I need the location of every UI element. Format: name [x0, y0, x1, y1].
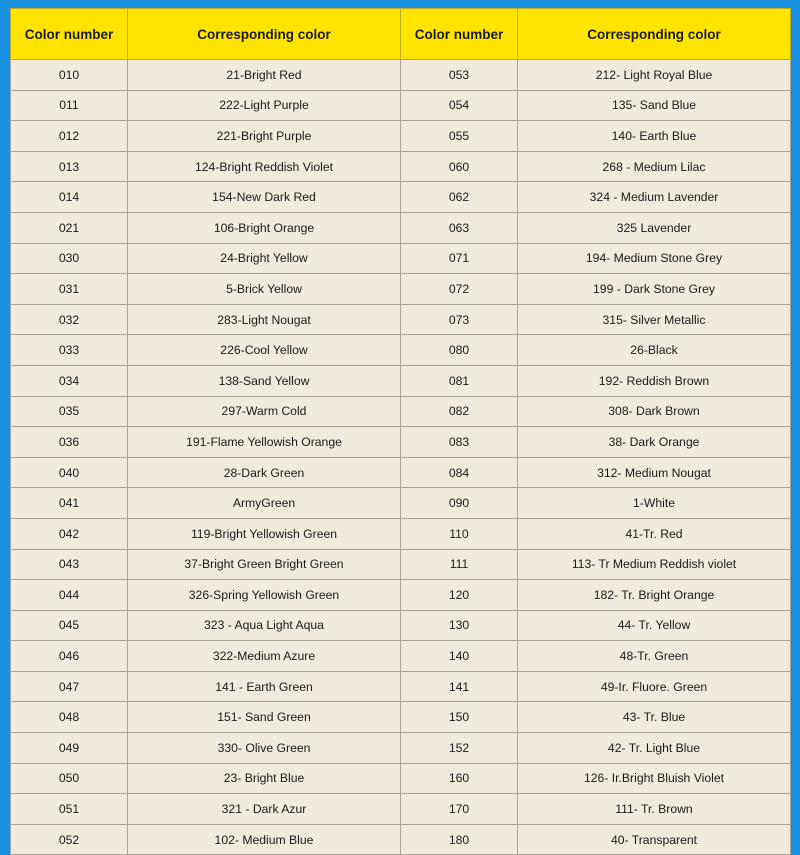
cell-color-number-left: 036 — [11, 427, 128, 458]
cell-color-number-right: 140 — [401, 641, 518, 672]
cell-color-number-right: 130 — [401, 610, 518, 641]
cell-color-name-left: 321 - Dark Azur — [128, 794, 401, 825]
cell-color-number-left: 030 — [11, 243, 128, 274]
table-row — [11, 90, 791, 121]
table-row — [11, 671, 791, 702]
cell-color-number-right: 111 — [401, 549, 518, 580]
cell-color-number-left: 046 — [11, 641, 128, 672]
cell-color-name-right: 44- Tr. Yellow — [518, 610, 791, 641]
cell-color-name-left: 283-Light Nougat — [128, 304, 401, 335]
cell-color-number-left: 031 — [11, 274, 128, 305]
cell-color-name-left: 326-Spring Yellowish Green — [128, 580, 401, 611]
cell-color-name-left: 106-Bright Orange — [128, 212, 401, 243]
cell-color-name-left: 124-Bright Reddish Violet — [128, 151, 401, 182]
table-row — [11, 151, 791, 182]
cell-color-number-left: 010 — [11, 60, 128, 91]
table-row — [11, 182, 791, 213]
cell-color-name-left: 21-Bright Red — [128, 60, 401, 91]
cell-color-name-left: 222-Light Purple — [128, 90, 401, 121]
cell-color-name-right: 113- Tr Medium Reddish violet — [518, 549, 791, 580]
cell-color-number-right: 071 — [401, 243, 518, 274]
cell-color-number-left: 043 — [11, 549, 128, 580]
table-row — [11, 60, 791, 91]
cell-color-number-left: 040 — [11, 457, 128, 488]
cell-color-name-right: 192- Reddish Brown — [518, 365, 791, 396]
cell-color-number-right: 141 — [401, 671, 518, 702]
cell-color-number-right: 170 — [401, 794, 518, 825]
cell-color-name-left: 119-Bright Yellowish Green — [128, 518, 401, 549]
cell-color-number-left: 042 — [11, 518, 128, 549]
cell-color-number-right: 082 — [401, 396, 518, 427]
table-header-row — [11, 9, 791, 60]
cell-color-name-right: 41-Tr. Red — [518, 518, 791, 549]
color-chart-container — [10, 8, 790, 855]
table-row — [11, 733, 791, 764]
cell-color-number-left: 052 — [11, 824, 128, 855]
cell-color-name-right: 49-Ir. Fluore. Green — [518, 671, 791, 702]
cell-color-name-right: 111- Tr. Brown — [518, 794, 791, 825]
cell-color-number-left: 051 — [11, 794, 128, 825]
cell-color-number-right: 054 — [401, 90, 518, 121]
cell-color-number-right: 150 — [401, 702, 518, 733]
cell-color-number-right: 053 — [401, 60, 518, 91]
cell-color-name-right: 140- Earth Blue — [518, 121, 791, 152]
cell-color-name-left: 191-Flame Yellowish Orange — [128, 427, 401, 458]
cell-color-number-left: 048 — [11, 702, 128, 733]
cell-color-number-left: 047 — [11, 671, 128, 702]
table-row — [11, 610, 791, 641]
cell-color-name-right: 194- Medium Stone Grey — [518, 243, 791, 274]
cell-color-number-right: 120 — [401, 580, 518, 611]
cell-color-name-right: 48-Tr. Green — [518, 641, 791, 672]
cell-color-name-left: 221-Bright Purple — [128, 121, 401, 152]
cell-color-number-left: 032 — [11, 304, 128, 335]
cell-color-name-left: 24-Bright Yellow — [128, 243, 401, 274]
cell-color-number-left: 013 — [11, 151, 128, 182]
cell-color-number-right: 081 — [401, 365, 518, 396]
cell-color-name-left: 5-Brick Yellow — [128, 274, 401, 305]
table-row — [11, 365, 791, 396]
cell-color-name-right: 42- Tr. Light Blue — [518, 733, 791, 764]
table-row — [11, 794, 791, 825]
cell-color-number-right: 083 — [401, 427, 518, 458]
cell-color-name-right: 315- Silver Metallic — [518, 304, 791, 335]
cell-color-number-right: 110 — [401, 518, 518, 549]
cell-color-number-right: 160 — [401, 763, 518, 794]
cell-color-name-right: 40- Transparent — [518, 824, 791, 855]
cell-color-name-left: 297-Warm Cold — [128, 396, 401, 427]
cell-color-number-left: 021 — [11, 212, 128, 243]
table-row — [11, 488, 791, 519]
table-row — [11, 396, 791, 427]
cell-color-name-left: 330- Olive Green — [128, 733, 401, 764]
table-header — [11, 9, 791, 60]
color-reference-table — [10, 8, 791, 855]
cell-color-number-right: 084 — [401, 457, 518, 488]
cell-color-name-right: 135- Sand Blue — [518, 90, 791, 121]
cell-color-number-left: 034 — [11, 365, 128, 396]
table-row — [11, 243, 791, 274]
cell-color-number-left: 035 — [11, 396, 128, 427]
cell-color-name-left: 151- Sand Green — [128, 702, 401, 733]
table-row — [11, 304, 791, 335]
table-row — [11, 457, 791, 488]
cell-color-name-right: 308- Dark Brown — [518, 396, 791, 427]
cell-color-number-right: 073 — [401, 304, 518, 335]
cell-color-name-right: 199 - Dark Stone Grey — [518, 274, 791, 305]
cell-color-name-right: 43- Tr. Blue — [518, 702, 791, 733]
cell-color-name-left: 37-Bright Green Bright Green — [128, 549, 401, 580]
cell-color-name-left: 226-Cool Yellow — [128, 335, 401, 366]
cell-color-name-right: 312- Medium Nougat — [518, 457, 791, 488]
table-row — [11, 121, 791, 152]
cell-color-number-left: 014 — [11, 182, 128, 213]
cell-color-number-right: 090 — [401, 488, 518, 519]
table-row — [11, 641, 791, 672]
cell-color-name-left: 322-Medium Azure — [128, 641, 401, 672]
cell-color-name-right: 324 - Medium Lavender — [518, 182, 791, 213]
column-header-color-number-right: Color number — [401, 9, 518, 60]
cell-color-number-left: 012 — [11, 121, 128, 152]
cell-color-name-left: 102- Medium Blue — [128, 824, 401, 855]
table-row — [11, 763, 791, 794]
cell-color-name-left: 23- Bright Blue — [128, 763, 401, 794]
table-row — [11, 518, 791, 549]
table-body — [11, 60, 791, 855]
cell-color-name-right: 182- Tr. Bright Orange — [518, 580, 791, 611]
cell-color-number-right: 180 — [401, 824, 518, 855]
table-row — [11, 549, 791, 580]
cell-color-number-right: 062 — [401, 182, 518, 213]
table-row — [11, 580, 791, 611]
cell-color-name-left: 28-Dark Green — [128, 457, 401, 488]
table-row — [11, 212, 791, 243]
cell-color-number-right: 152 — [401, 733, 518, 764]
table-row — [11, 702, 791, 733]
cell-color-number-left: 011 — [11, 90, 128, 121]
cell-color-number-right: 080 — [401, 335, 518, 366]
table-row — [11, 427, 791, 458]
cell-color-name-left: 141 - Earth Green — [128, 671, 401, 702]
cell-color-name-right: 212- Light Royal Blue — [518, 60, 791, 91]
cell-color-name-left: ArmyGreen — [128, 488, 401, 519]
cell-color-number-right: 072 — [401, 274, 518, 305]
table-row — [11, 274, 791, 305]
cell-color-name-right: 1-White — [518, 488, 791, 519]
cell-color-name-left: 323 - Aqua Light Aqua — [128, 610, 401, 641]
cell-color-number-right: 060 — [401, 151, 518, 182]
table-row — [11, 335, 791, 366]
cell-color-name-left: 138-Sand Yellow — [128, 365, 401, 396]
cell-color-number-left: 049 — [11, 733, 128, 764]
table-row — [11, 824, 791, 855]
cell-color-name-right: 26-Black — [518, 335, 791, 366]
cell-color-name-right: 38- Dark Orange — [518, 427, 791, 458]
column-header-corresponding-color-right: Corresponding color — [518, 9, 791, 60]
cell-color-name-right: 126- Ir.Bright Bluish Violet — [518, 763, 791, 794]
cell-color-number-left: 033 — [11, 335, 128, 366]
cell-color-number-right: 063 — [401, 212, 518, 243]
cell-color-name-left: 154-New Dark Red — [128, 182, 401, 213]
cell-color-name-right: 268 - Medium Lilac — [518, 151, 791, 182]
cell-color-number-left: 050 — [11, 763, 128, 794]
cell-color-number-left: 044 — [11, 580, 128, 611]
cell-color-number-right: 055 — [401, 121, 518, 152]
cell-color-number-left: 041 — [11, 488, 128, 519]
cell-color-number-left: 045 — [11, 610, 128, 641]
column-header-corresponding-color-left: Corresponding color — [128, 9, 401, 60]
column-header-color-number-left: Color number — [11, 9, 128, 60]
cell-color-name-right: 325 Lavender — [518, 212, 791, 243]
